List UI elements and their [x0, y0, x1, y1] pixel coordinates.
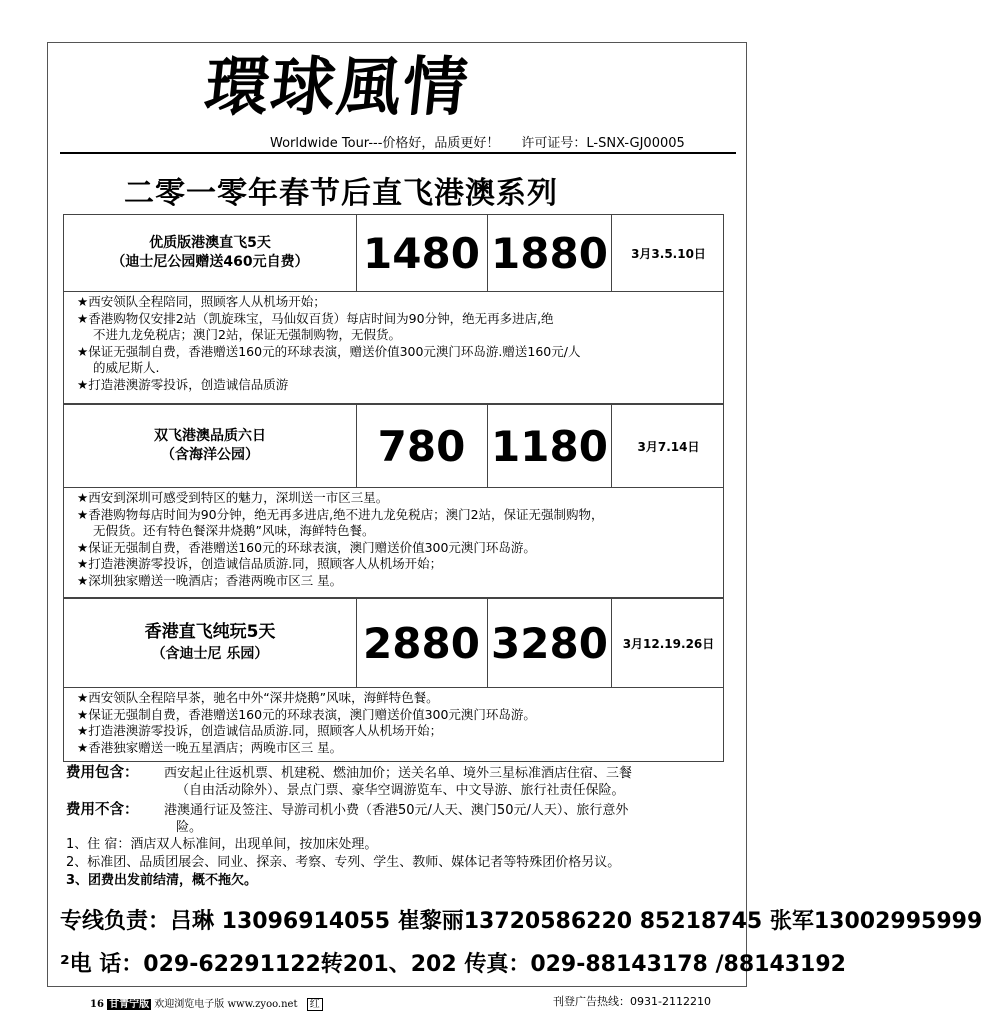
package-1-dates: 3月3.5.10日	[631, 246, 706, 261]
note-line: ★打造港澳游零投诉，创造诚信品质游	[77, 376, 289, 392]
package-3-name	[64, 599, 357, 687]
page-number: 16	[90, 999, 104, 1010]
fee-excludes	[66, 802, 726, 835]
package-3-price-2: 3280	[488, 599, 612, 687]
note-line: ★西安到深圳可感受到特区的魅力，深圳送一市区三星。	[77, 490, 389, 505]
package-title: 双飞港澳品质六日	[154, 428, 266, 444]
note-line: ★香港购物仅安排2站（凯旋珠宝，马仙奴百货）每店时间为90分钟，绝无再多进店,绝	[77, 310, 554, 326]
package-1-price-2: 1880	[488, 215, 612, 291]
note-line: 的威尼斯人.	[93, 360, 160, 375]
note-line: ★保证无强制自费，香港赠送160元的环球表演，赠送价值300元澳门环岛游.赠送160元/人	[77, 343, 581, 359]
tagline	[270, 132, 685, 151]
note-line: ★打造港澳游零投诉，创造诚信品质游.同，照顾客人从机场开始；	[77, 556, 443, 571]
package-2-price-1: 780	[356, 405, 488, 487]
headline: 二零一零年春节后直飞港澳系列	[124, 176, 558, 211]
brand-logo: 環球風情	[201, 50, 473, 125]
contact-line-phone-fax: ²电 话：029-62291122转201、202 传真：029-88143178 /88143192	[60, 952, 846, 977]
package-2-dates: 3月7.14日	[637, 439, 700, 454]
remark-3: 3、团费出发前结清，概不拖欠。	[66, 873, 258, 888]
color-mark: 红	[307, 998, 323, 1011]
edition-label: 甘青宁版	[109, 999, 150, 1010]
package-1-name	[64, 215, 357, 291]
note-line: ★西安领队全程陪同，照顾客人从机场开始；	[77, 294, 326, 309]
package-2-row	[63, 404, 724, 488]
package-2-name	[64, 405, 357, 487]
note-line: 无假货。还有特色餐深井烧鹅”风味，海鲜特色餐。	[93, 523, 375, 538]
package-3-price-1: 2880	[356, 599, 488, 687]
package-subtitle: （含海洋公园）	[161, 447, 259, 463]
package-3-notes	[63, 688, 724, 762]
tagline-text: Worldwide Tour---价格好，品质更好！	[270, 136, 500, 151]
note-line: ★香港独家赠送一晚五星酒店；两晚市区三 星。	[77, 739, 343, 755]
package-3-dates: 3月12.19.26日	[622, 636, 715, 651]
remark-2: 2、标准团、品质团展会、同业、探亲、考察、专列、学生、教师、媒体记者等特殊团价格另议。	[66, 855, 621, 870]
fee-includes-text	[164, 765, 724, 799]
package-2-notes	[63, 488, 724, 598]
fee-line: （自由活动除外）、景点门票、豪华空调游览车、中文导游、旅行社责任保险。	[176, 783, 625, 798]
license-number: 许可证号：L-SNX-GJ00005	[521, 136, 685, 151]
fee-line: 港澳通行证及签注、导游司机小费（香港50元/人天、澳门50元/人天）、旅行意外	[164, 803, 629, 818]
fee-line: 西安起止往返机票、机建税、燃油加价；送关名单、境外三星标准酒店住宿、三餐	[164, 766, 633, 781]
package-subtitle: （迪士尼公园赠送460元自费）	[111, 254, 309, 270]
note-line: ★打造港澳游零投诉，创造诚信品质游.同，照顾客人从机场开始；	[77, 723, 443, 738]
note-line: ★香港购物每店时间为90分钟，绝无再多进店,绝不进九龙免税店；澳门2站，保证无强制购物，	[77, 506, 604, 522]
remark-1: 1、住 宿：酒店双人标准间，出现单间，按加床处理。	[66, 837, 378, 852]
fee-line: 险。	[176, 820, 203, 835]
ad-hotline: 刊登广告热线：0931-2112210	[553, 995, 711, 1008]
package-1-price-1: 1480	[356, 215, 488, 291]
package-3-row	[63, 598, 724, 688]
package-2-price-2: 1180	[488, 405, 612, 487]
note-line: ★保证无强制自费，香港赠送160元的环球表演，澳门赠送价值300元澳门环岛游。	[77, 706, 536, 722]
browse-text: 欢迎浏览电子版 www.zyoo.net	[154, 999, 298, 1010]
package-subtitle: （含迪士尼 乐园）	[151, 646, 269, 662]
note-line: 不进九龙免税店；澳门2站，保证无强制购物，无假货。	[93, 327, 401, 342]
package-title: 香港直飞纯玩5天	[144, 622, 276, 642]
fee-includes-label: 费用包含：	[66, 765, 139, 781]
header-rule	[60, 152, 736, 154]
note-line: ★深圳独家赠送一晚酒店；香港两晚市区三 星。	[77, 572, 343, 588]
note-line: ★西安领队全程陪早茶，驰名中外“深井烧鹅”风味，海鲜特色餐。	[77, 690, 439, 705]
footer-left	[90, 995, 323, 1010]
package-title: 优质版港澳直飞5天	[149, 235, 271, 251]
fee-includes	[66, 765, 726, 798]
note-line: ★保证无强制自费，香港赠送160元的环球表演，澳门赠送价值300元澳门环岛游。	[77, 539, 536, 555]
contact-line-managers: 专线负责：吕琳 13096914055 崔黎丽13720586220 85218745 张军13002995999	[60, 909, 982, 934]
fee-excludes-text	[164, 802, 724, 836]
package-1-row	[63, 214, 724, 292]
fee-excludes-label: 费用不含：	[66, 802, 139, 818]
package-1-notes	[63, 292, 724, 404]
